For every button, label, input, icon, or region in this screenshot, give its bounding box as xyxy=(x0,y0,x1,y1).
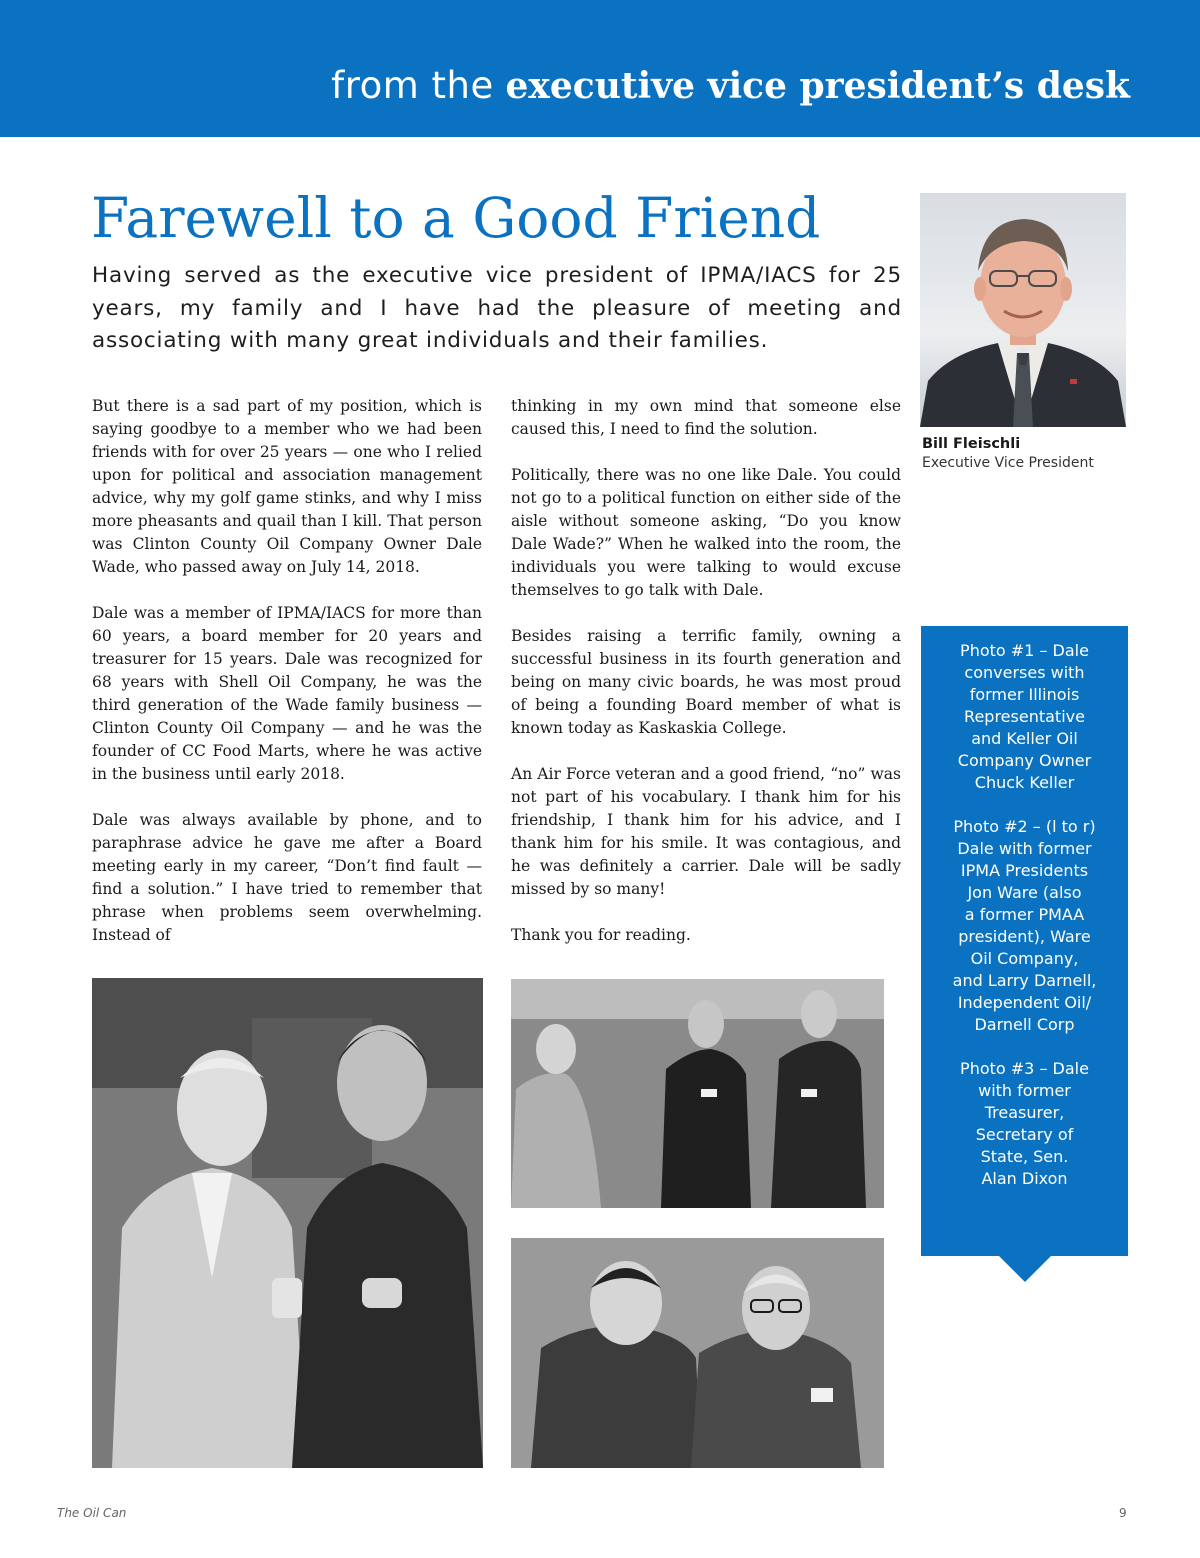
photo-captions-box xyxy=(921,626,1128,1256)
article-title: Farewell to a Good Friend xyxy=(91,186,821,250)
photo-caption-1: Photo #1 – Dale converses with former Illinois Representative and Keller Oil Company Owner Chuck Keller xyxy=(957,641,1092,792)
article-intro: Having served as the executive vice president of IPMA/IACS for 25 years, my family and I have had the pleasure of meeting and associating with many great individuals and their families. xyxy=(92,263,902,353)
portrait-illustration xyxy=(920,193,1126,427)
photo-2 xyxy=(511,979,884,1208)
photo-2-illustration xyxy=(511,979,884,1208)
article-column-2 xyxy=(511,395,901,970)
section-header-prefix: from the xyxy=(331,64,494,107)
paragraph: An Air Force veteran and a good friend, “no” was not part of his vocabulary. I thank him for his friendship, I thank him for his advice, and I thank him for his smile. It was contagious, and he was definitely a carrier. Dale will be sadly missed by so many! xyxy=(511,765,901,898)
photo-1-illustration xyxy=(92,978,483,1468)
caption-pointer xyxy=(998,1255,1052,1282)
paragraph: But there is a sad part of my position, which is saying goodbye to a member who we had been friends with for over 25 years — one who I relied upon for political and association management advice, why my golf game stinks, and why I miss more pheasants and quail than I kill. That person was Clinton County Oil Company Owner Dale Wade, who passed away on July 14, 2018. xyxy=(92,397,482,576)
author-portrait xyxy=(920,193,1126,427)
photo-captions xyxy=(921,640,1128,1212)
publication-name: The Oil Can xyxy=(57,1506,127,1520)
photo-3 xyxy=(511,1238,884,1468)
author-role: Executive Vice President xyxy=(922,455,1094,471)
paragraph: Thank you for reading. xyxy=(511,926,691,944)
photo-caption-3: Photo #3 – Dale with former Treasurer, Secretary of State, Sen. Alan Dixon xyxy=(960,1059,1089,1188)
page-number: 9 xyxy=(1119,1506,1127,1520)
author-name: Bill Fleischli xyxy=(922,436,1021,452)
section-header xyxy=(331,64,1130,107)
section-header-emphasis: executive vice president’s desk xyxy=(505,65,1130,107)
photo-1 xyxy=(92,978,483,1468)
photo-caption-2: Photo #2 – (l to r) Dale with former IPMA Presidents Jon Ware (also a former PMAA president), Ware Oil Company, and Larry Darnell, Independent Oil/ Darnell Corp xyxy=(952,817,1097,1034)
photo-3-illustration xyxy=(511,1238,884,1468)
paragraph: Besides raising a terrific family, owning a successful business in its fourth generation and being on many civic boards, he was most proud of being a founding Board member of what is known today as Kaskaskia College. xyxy=(511,627,901,737)
paragraph: Dale was a member of IPMA/IACS for more than 60 years, a board member for 20 years and treasurer for 15 years. Dale was recognized for 68 years with Shell Oil Company, he was the third generation of the Wade family business — Clinton County Oil Company — and he was the founder of CC Food Marts, where he was active in the business until early 2018. xyxy=(92,604,482,783)
paragraph: Dale was always available by phone, and to paraphrase advice he gave me after a Board meeting early in my career, “Don’t find fault — find a solution.” I have tried to remember that phrase when problems seem overwhelming. Instead of xyxy=(92,811,482,944)
header-band xyxy=(0,0,1200,137)
paragraph: Politically, there was no one like Dale. You could not go to a political function on either side of the aisle without someone asking, “Do you know Dale Wade?” When he walked into the room, the individuals you were talking to would excuse themselves to go talk with Dale. xyxy=(511,466,901,599)
article-column-1 xyxy=(92,395,482,970)
paragraph: thinking in my own mind that someone else caused this, I need to find the solution. xyxy=(511,397,901,438)
